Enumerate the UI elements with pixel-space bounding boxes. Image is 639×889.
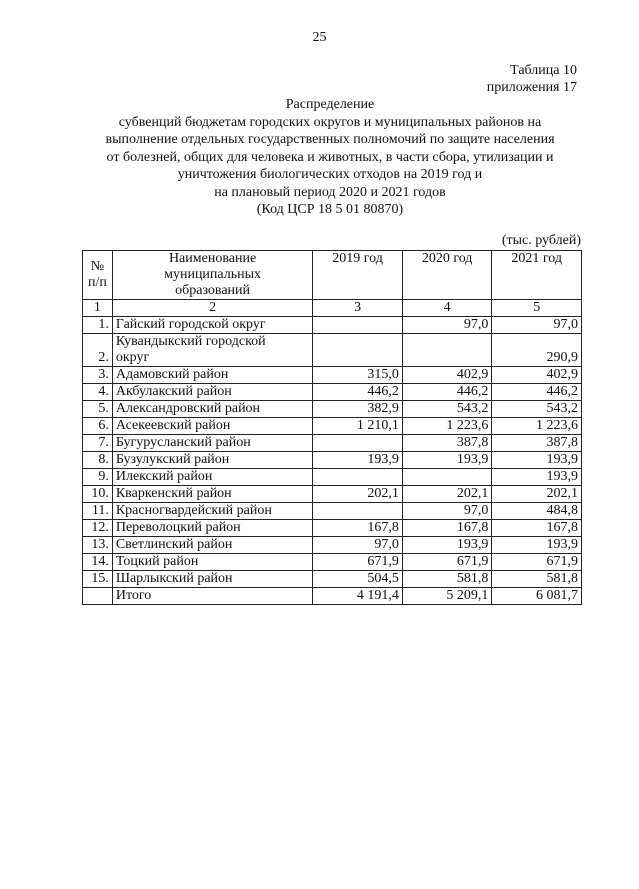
value-2021: 290,9 bbox=[492, 334, 582, 367]
value-2021: 193,9 bbox=[492, 452, 582, 469]
value-2021: 97,0 bbox=[492, 317, 582, 334]
municipality-name: Акбулакский район bbox=[112, 384, 312, 401]
municipality-name: Бузулукский район bbox=[112, 452, 312, 469]
value-2020: 167,8 bbox=[402, 520, 492, 537]
page-number: 25 bbox=[312, 30, 327, 45]
value-2019 bbox=[313, 503, 403, 520]
value-2020: 193,9 bbox=[402, 452, 492, 469]
row-number: 13. bbox=[83, 537, 113, 554]
value-2019: 97,0 bbox=[313, 537, 403, 554]
value-2019: 504,5 bbox=[313, 571, 403, 588]
value-2021: 202,1 bbox=[492, 486, 582, 503]
value-2021: 671,9 bbox=[492, 554, 582, 571]
header-name-line2: муниципальных bbox=[164, 267, 262, 282]
value-2019 bbox=[313, 469, 403, 486]
value-2020: 671,9 bbox=[402, 554, 492, 571]
row-number: 11. bbox=[83, 503, 113, 520]
value-2019: 671,9 bbox=[313, 554, 403, 571]
row-number: 5. bbox=[83, 401, 113, 418]
row-number: 2. bbox=[83, 334, 113, 367]
municipality-name: Бугурусланский район bbox=[112, 435, 312, 452]
municipality-name: Александровский район bbox=[112, 401, 312, 418]
value-2019: 446,2 bbox=[313, 384, 403, 401]
value-2020: 446,2 bbox=[402, 384, 492, 401]
row-number: 14. bbox=[83, 554, 113, 571]
table-row bbox=[83, 401, 582, 418]
value-2020: 193,9 bbox=[402, 537, 492, 554]
value-2021: 543,2 bbox=[492, 401, 582, 418]
value-2020: 581,8 bbox=[402, 571, 492, 588]
column-index: 2 bbox=[112, 300, 312, 317]
heading-line: выполнение отдельных государственных полномочий по защите населения bbox=[105, 132, 555, 147]
row-number: 9. bbox=[83, 469, 113, 486]
municipality-name: Светлинский район bbox=[112, 537, 312, 554]
table-reference-line1: Таблица 10 bbox=[510, 63, 577, 78]
units-label: (тыс. рублей) bbox=[501, 233, 581, 248]
table-row bbox=[83, 537, 582, 554]
table-row bbox=[83, 367, 582, 384]
value-2021: 1 223,6 bbox=[492, 418, 582, 435]
heading-line: от болезней, общих для человека и животных, в части сбора, утилизации и bbox=[106, 149, 554, 165]
table-row bbox=[83, 418, 582, 435]
value-2019 bbox=[313, 334, 403, 367]
value-2020: 387,8 bbox=[402, 435, 492, 452]
municipality-name: Илекский район bbox=[112, 469, 312, 486]
municipality-name-line2: округ bbox=[115, 350, 150, 365]
value-2021: 167,8 bbox=[492, 520, 582, 537]
table-row bbox=[83, 317, 582, 334]
total-label: Итого bbox=[112, 588, 312, 605]
row-number: 7. bbox=[83, 435, 113, 452]
municipality-name: Гайский городской округ bbox=[112, 317, 312, 334]
row-number: 8. bbox=[83, 452, 113, 469]
row-number: 6. bbox=[83, 418, 113, 435]
value-2019: 382,9 bbox=[313, 401, 403, 418]
heading-line: субвенций бюджетам городских округов и муниципальных районов на bbox=[118, 114, 542, 130]
heading-line: на плановый период 2020 и 2021 годов bbox=[214, 184, 446, 200]
header-number-line2: п/п bbox=[87, 275, 107, 290]
value-2020: 202,1 bbox=[402, 486, 492, 503]
value-2020 bbox=[402, 469, 492, 486]
header-number-line1: № bbox=[90, 259, 105, 274]
value-2021: 193,9 bbox=[492, 537, 582, 554]
value-2020: 1 223,6 bbox=[402, 418, 492, 435]
total-2020: 5 209,1 bbox=[402, 588, 492, 605]
municipality-name bbox=[112, 334, 312, 367]
row-number: 10. bbox=[83, 486, 113, 503]
municipality-name: Адамовский район bbox=[112, 367, 312, 384]
total-number-cell bbox=[83, 588, 113, 605]
table-row bbox=[83, 520, 582, 537]
row-number: 3. bbox=[83, 367, 113, 384]
total-row bbox=[83, 588, 582, 605]
value-2021: 193,9 bbox=[492, 469, 582, 486]
municipality-name: Красногвардейский район bbox=[112, 503, 312, 520]
row-number: 15. bbox=[83, 571, 113, 588]
row-number: 1. bbox=[83, 317, 113, 334]
table-row bbox=[83, 486, 582, 503]
value-2020: 97,0 bbox=[402, 503, 492, 520]
value-2019: 315,0 bbox=[313, 367, 403, 384]
header-2019: 2019 год bbox=[313, 251, 403, 300]
table-row bbox=[83, 452, 582, 469]
table-row bbox=[83, 554, 582, 571]
total-2019: 4 191,4 bbox=[313, 588, 403, 605]
column-index: 4 bbox=[402, 300, 492, 317]
table-row bbox=[83, 503, 582, 520]
column-index-row bbox=[83, 300, 582, 317]
value-2021: 402,9 bbox=[492, 367, 582, 384]
header-number bbox=[83, 251, 113, 300]
table-row bbox=[83, 469, 582, 486]
row-number: 4. bbox=[83, 384, 113, 401]
column-index: 5 bbox=[492, 300, 582, 317]
header-2021: 2021 год bbox=[492, 251, 582, 300]
municipality-name: Тоцкий район bbox=[112, 554, 312, 571]
value-2019: 1 210,1 bbox=[313, 418, 403, 435]
value-2019 bbox=[313, 435, 403, 452]
value-2019: 202,1 bbox=[313, 486, 403, 503]
value-2021: 387,8 bbox=[492, 435, 582, 452]
column-index: 3 bbox=[313, 300, 403, 317]
municipality-name: Кваркенский район bbox=[112, 486, 312, 503]
table-row bbox=[83, 571, 582, 588]
value-2019: 167,8 bbox=[313, 520, 403, 537]
value-2021: 484,8 bbox=[492, 503, 582, 520]
header-name bbox=[112, 251, 312, 300]
value-2021: 446,2 bbox=[492, 384, 582, 401]
column-index: 1 bbox=[83, 300, 113, 317]
heading-line: уничтожения биологических отходов на 2019 год и bbox=[177, 167, 483, 182]
document-heading bbox=[60, 96, 600, 219]
table-row bbox=[83, 384, 582, 401]
heading-line: Распределение bbox=[285, 97, 375, 112]
municipality-name: Асекеевский район bbox=[112, 418, 312, 435]
municipality-name-line1: Кувандыкский городской bbox=[115, 334, 266, 349]
value-2020: 97,0 bbox=[402, 317, 492, 334]
header-2020: 2020 год bbox=[402, 251, 492, 300]
value-2019: 193,9 bbox=[313, 452, 403, 469]
value-2020: 543,2 bbox=[402, 401, 492, 418]
header-name-line1: Наименование bbox=[168, 251, 257, 266]
table-reference-line2: приложения 17 bbox=[486, 80, 577, 95]
table-row bbox=[83, 334, 582, 367]
total-2021: 6 081,7 bbox=[492, 588, 582, 605]
value-2020: 402,9 bbox=[402, 367, 492, 384]
row-number: 12. bbox=[83, 520, 113, 537]
value-2019 bbox=[313, 317, 403, 334]
subvention-table bbox=[82, 250, 582, 605]
header-name-line3: образований bbox=[175, 283, 251, 298]
value-2020 bbox=[402, 334, 492, 367]
heading-code-line: (Код ЦСР 18 5 01 80870) bbox=[256, 202, 404, 217]
municipality-name: Переволоцкий район bbox=[112, 520, 312, 537]
value-2021: 581,8 bbox=[492, 571, 582, 588]
municipality-name: Шарлыкский район bbox=[112, 571, 312, 588]
table-reference bbox=[487, 62, 577, 96]
table-header-row bbox=[83, 251, 582, 300]
table-row bbox=[83, 435, 582, 452]
